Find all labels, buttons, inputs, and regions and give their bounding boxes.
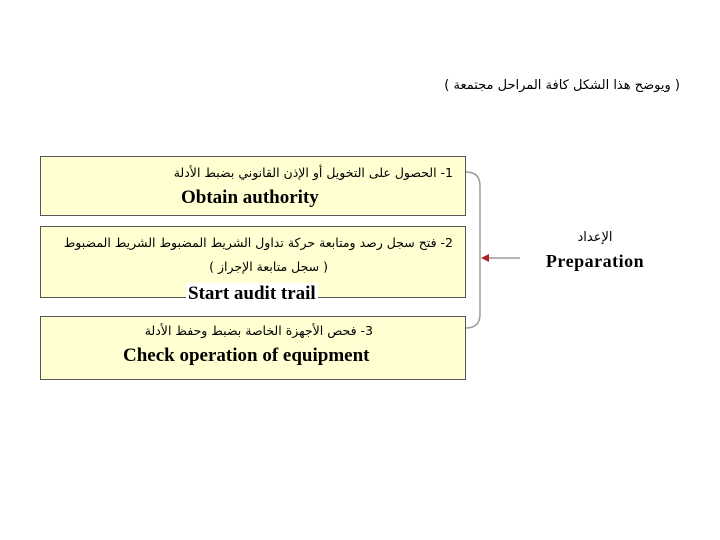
step-english-label: Check operation of equipment xyxy=(123,345,370,366)
diagram-caption: ( ويوضح هذا الشكل كافة المراحل مجتمعة ) xyxy=(444,78,680,93)
step-english-label: Start audit trail xyxy=(188,283,316,304)
bracket-line xyxy=(466,172,480,328)
phase-arabic-label: الإعداد xyxy=(577,230,613,245)
step-arabic-text: 1- الحصول على التخويل أو الإذن القانوني بضبط الأدلة xyxy=(173,165,453,180)
phase-english-label: Preparation xyxy=(545,251,645,271)
step-arabic-subtext: ( سجل متابعة الإجراز ) xyxy=(209,259,328,274)
step-arabic-text: 3- فحص الأجهزة الخاصة بضبط وحفظ الأدلة xyxy=(144,323,373,338)
step-english-label: Obtain authority xyxy=(181,187,319,208)
arrow-head-icon xyxy=(481,254,489,262)
step-arabic-text: 2- فتح سجل رصد ومتابعة حركة تداول الشريط المضبوط الشريط المضبوط xyxy=(63,235,453,250)
phase-label xyxy=(520,230,670,272)
